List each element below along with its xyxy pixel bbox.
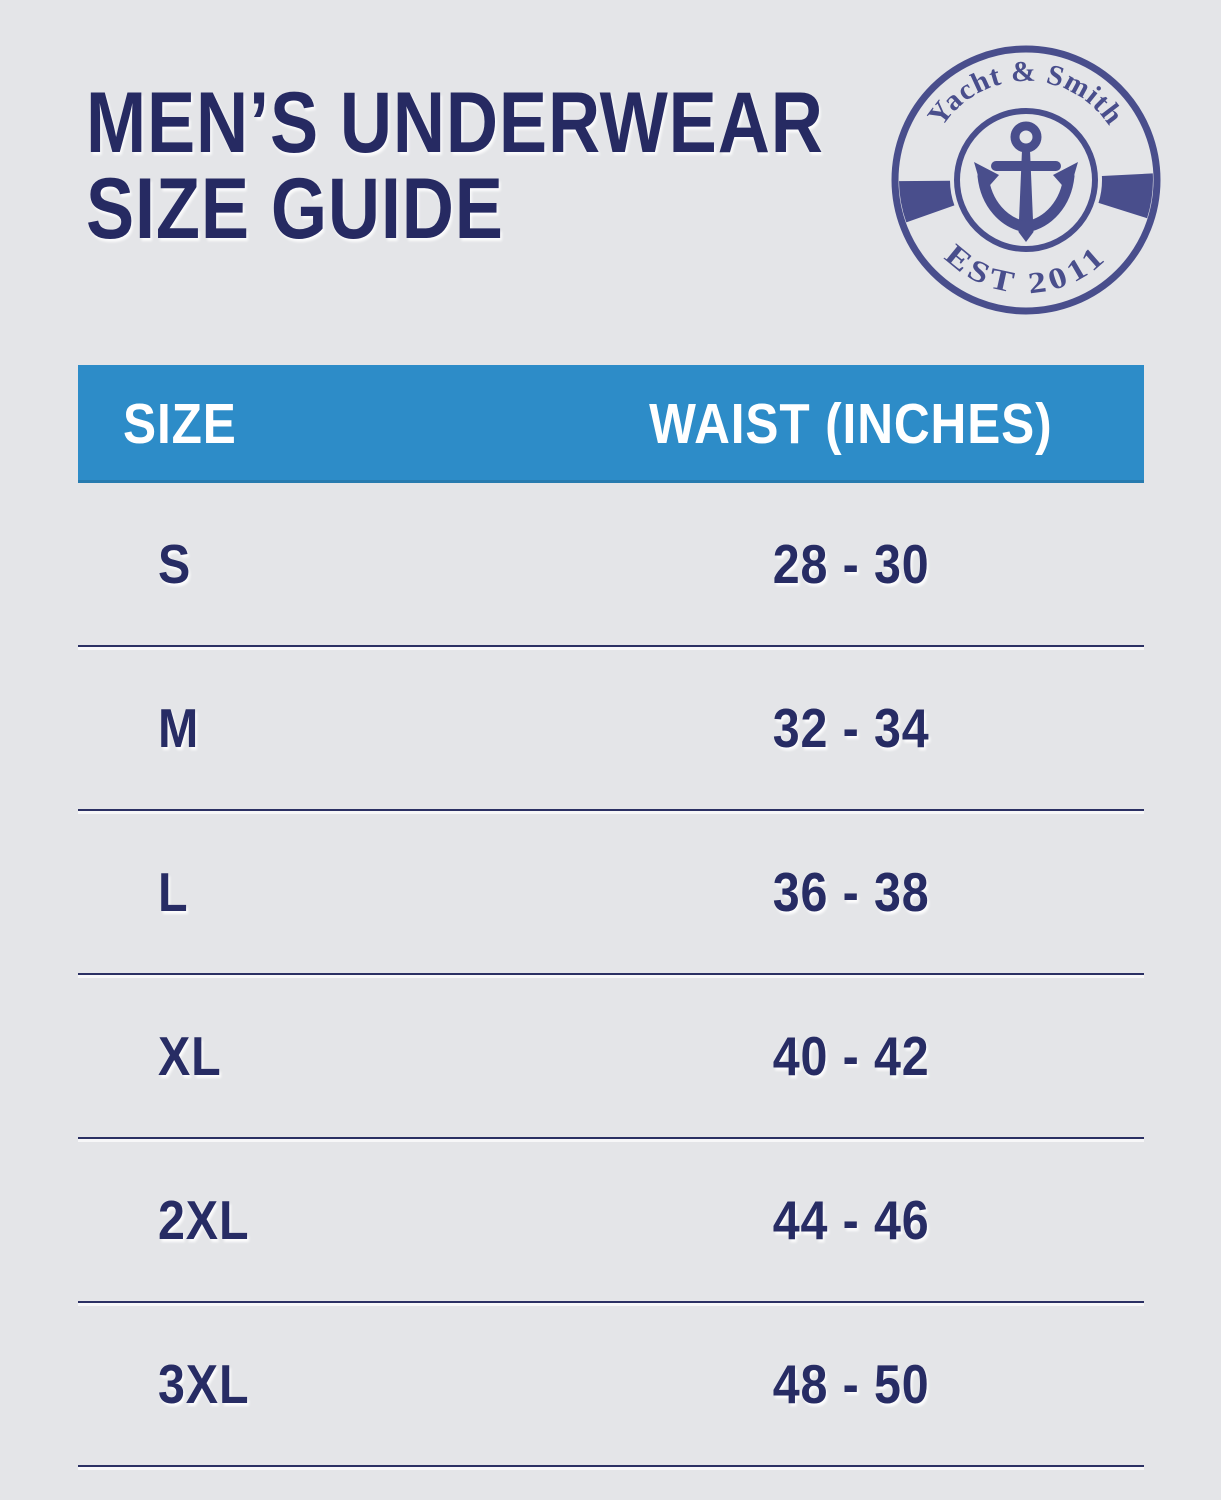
waist-value: 48 - 50 <box>772 1353 930 1415</box>
size-value: M <box>158 697 200 759</box>
size-value: 2XL <box>158 1189 250 1251</box>
waist-cell <box>558 1352 1144 1416</box>
header-waist-cell <box>558 391 1144 457</box>
page-title <box>86 75 824 257</box>
waist-value: 36 - 38 <box>772 861 930 923</box>
table-row <box>78 1139 1144 1303</box>
size-table <box>78 365 1144 1467</box>
waist-cell <box>558 1024 1144 1088</box>
page-title-line2: SIZE GUIDE <box>86 161 504 257</box>
table-row <box>78 483 1144 647</box>
waist-value: 44 - 46 <box>772 1189 930 1251</box>
brand-stamp <box>876 30 1176 330</box>
size-value: L <box>158 861 189 923</box>
table-body <box>78 483 1144 1467</box>
table-row <box>78 647 1144 811</box>
anchor-icon <box>974 126 1078 242</box>
page-title-line1: MEN’S UNDERWEAR <box>86 75 824 171</box>
waist-cell <box>558 532 1144 596</box>
size-value: XL <box>158 1025 222 1087</box>
table-header <box>78 365 1144 483</box>
header-waist-label: WAIST (INCHES) <box>649 392 1053 456</box>
waist-cell <box>558 696 1144 760</box>
size-value: S <box>158 533 192 595</box>
size-cell <box>78 696 558 760</box>
size-value: 3XL <box>158 1353 250 1415</box>
lifebuoy-band-left <box>899 181 954 223</box>
table-row <box>78 1303 1144 1467</box>
logo-arc-text: Yacht & Smith <box>921 55 1130 132</box>
waist-cell <box>558 860 1144 924</box>
header-size-label: SIZE <box>123 392 237 456</box>
table-row <box>78 975 1144 1139</box>
logo-est-text: EST 2011 <box>938 237 1111 301</box>
size-cell <box>78 1352 558 1416</box>
lifebuoy-band-right <box>1099 173 1153 218</box>
size-cell <box>78 1024 558 1088</box>
size-cell <box>78 532 558 596</box>
size-cell <box>78 860 558 924</box>
brand-logo <box>876 30 1176 330</box>
table-row <box>78 811 1144 975</box>
waist-value: 40 - 42 <box>772 1025 930 1087</box>
size-cell <box>78 1188 558 1252</box>
waist-value: 32 - 34 <box>772 697 930 759</box>
waist-value: 28 - 30 <box>772 533 930 595</box>
header-size-cell <box>78 391 558 457</box>
waist-cell <box>558 1188 1144 1252</box>
